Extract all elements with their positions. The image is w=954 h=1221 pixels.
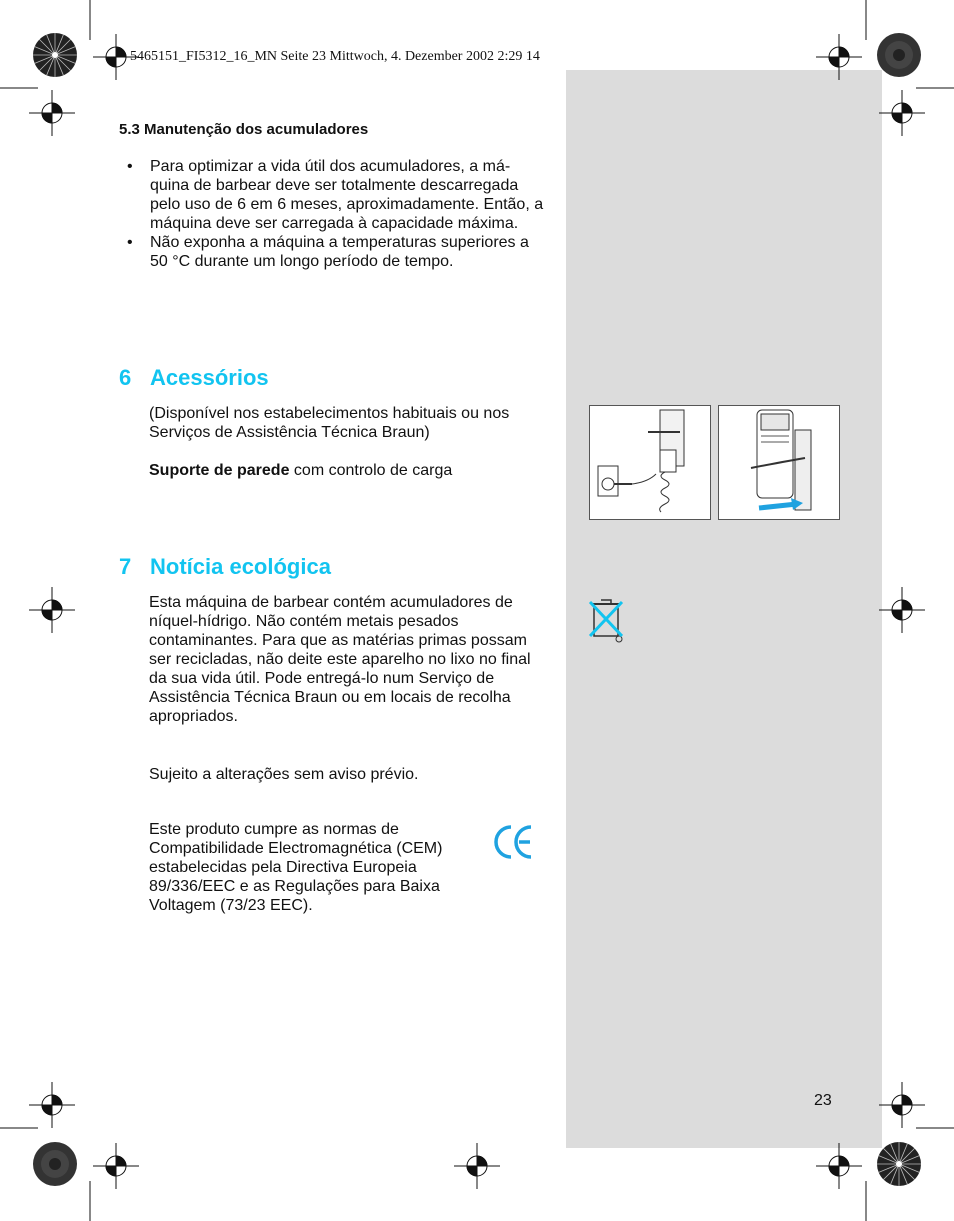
bullet-text: Não exponha a máquina a temperaturas superiores a 50 °C durante um longo período de tempo. [150, 234, 529, 270]
registration-mark-icon [879, 1082, 925, 1128]
registration-mark-icon [93, 1143, 139, 1189]
color-wheel-icon [32, 32, 78, 78]
page-number: 23 [814, 1092, 832, 1109]
ecology-text: Esta máquina de barbear contém acumuladores de níquel-hídrigo. Não contém metais pesados contaminantes. Para que as matérias primas possam ser recicladas, não deite este aparelho no lixo no final da sua vida útil. Pode entregá-lo num Serviço de Assistência Técnica Braun ou em locais de recolha apropriados. [149, 594, 531, 725]
section-number: 7 [119, 554, 132, 579]
change-notice: Sujeito a alterações sem aviso prévio. [149, 766, 419, 783]
accessory-item-desc: com controlo de carga [289, 462, 453, 479]
section-5-3-title: 5.3 Manutenção dos acumuladores [119, 121, 369, 138]
registration-mark-icon [879, 90, 925, 136]
registration-mark-icon [816, 1143, 862, 1189]
color-wheel-icon [876, 1141, 922, 1187]
registration-mark-icon [29, 587, 75, 633]
accessories-intro: (Disponível nos estabelecimentos habituais ou nos Serviços de Assistência Técnica Braun) [149, 405, 510, 441]
color-wheel-icon [32, 1141, 78, 1187]
section-number: 6 [119, 365, 132, 390]
color-wheel-icon [876, 32, 922, 78]
section-title: Acessórios [150, 365, 269, 390]
list-item: • Não exponha a máquina a temperaturas superiores a 50 °C durante um longo período de tempo. [127, 234, 529, 270]
registration-mark-icon [29, 90, 75, 136]
registration-mark-icon [816, 34, 862, 80]
ce-compliance-text: Este produto cumpre as normas de Compatibilidade Electromagnética (CEM) estabelecidas pela Directiva Europeia 89/336/EEC e as Regulações para Baixa Voltagem (73/23 EEC). [149, 821, 443, 914]
bullet-text: Para optimizar a vida útil dos acumuladores, a má- quina de barbear deve ser totalmente descarregada pelo uso de 6 em 6 meses, aproximadamente. Então, a máquina deve ser carregada à capacidade máxima. [150, 158, 544, 232]
registration-mark-icon [879, 587, 925, 633]
registration-mark-icon [454, 1143, 500, 1189]
registration-mark-icon [93, 34, 139, 80]
section-title: Notícia ecológica [150, 554, 331, 579]
list-item: • Para optimizar a vida útil dos acumuladores, a má- quina de barbear deve ser totalmente descarregada pelo uso de 6 em 6 meses, aproximadamente. Então, a máquina deve ser carregada à capacidade máxima. [127, 158, 544, 232]
accessory-item-name: Suporte de parede [149, 462, 290, 479]
registration-mark-icon [29, 1082, 75, 1128]
print-header: 5465151_FI5312_16_MN Seite 23 Mittwoch, 4. Dezember 2002 2:29 14 [130, 49, 540, 64]
